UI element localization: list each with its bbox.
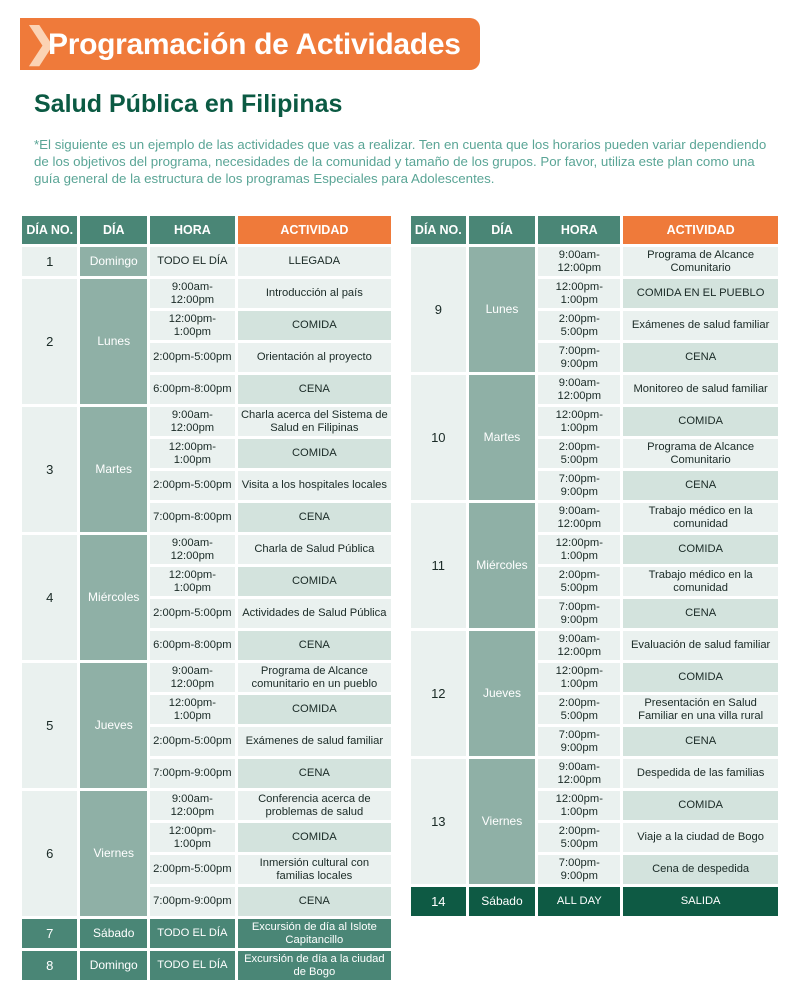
time-slot: 2:00pm-5:00pm (150, 343, 235, 372)
activity: Exámenes de salud familiar (623, 311, 778, 340)
activity: Programa de Alcance comunitario en un pueblo (238, 663, 391, 692)
schedule-row (411, 695, 778, 724)
day-name: Domingo (80, 951, 147, 980)
activity: Charla de Salud Pública (238, 535, 391, 564)
day-name: Sábado (469, 887, 536, 916)
day-name: Lunes (80, 279, 147, 404)
time-slot: 2:00pm-5:00pm (150, 727, 235, 756)
day-name: Viernes (469, 759, 536, 884)
activity: SALIDA (623, 887, 778, 916)
activity: Excursión de día al Islote Capitancillo (238, 919, 391, 948)
activity: COMIDA (623, 663, 778, 692)
schedule-row (411, 663, 778, 692)
time-slot: 9:00am-12:00pm (538, 759, 620, 788)
day-name: Miércoles (469, 503, 536, 628)
schedule-row (411, 887, 778, 916)
activity: CENA (238, 887, 391, 916)
time-slot: 12:00pm-1:00pm (150, 311, 235, 340)
time-slot: 2:00pm-5:00pm (150, 599, 235, 628)
schedule-row (22, 407, 391, 436)
time-slot: TODO EL DÍA (150, 919, 235, 948)
activity: COMIDA (623, 535, 778, 564)
day-name: Domingo (80, 247, 147, 276)
activity: CENA (623, 343, 778, 372)
schedule-row (411, 375, 778, 404)
header-activity: ACTIVIDAD (238, 216, 391, 244)
schedule-row (411, 279, 778, 308)
schedule-row (411, 759, 778, 788)
schedule-table-right (408, 213, 781, 919)
day-number: 10 (411, 375, 466, 500)
activity: CENA (238, 759, 391, 788)
time-slot: 9:00am-12:00pm (538, 375, 620, 404)
time-slot: 7:00pm-9:00pm (150, 887, 235, 916)
activity: COMIDA (238, 439, 391, 468)
day-name: Lunes (469, 247, 536, 372)
time-slot: 12:00pm-1:00pm (150, 695, 235, 724)
schedule-row (411, 311, 778, 340)
activity: Inmersión cultural con familias locales (238, 855, 391, 884)
time-slot: 6:00pm-8:00pm (150, 375, 235, 404)
activity: COMIDA (623, 407, 778, 436)
schedule-table-left (19, 213, 394, 983)
activity: CENA (623, 727, 778, 756)
table-header-row (22, 216, 391, 244)
schedule-row (411, 407, 778, 436)
time-slot: 9:00am-12:00pm (150, 535, 235, 564)
schedule-row (22, 791, 391, 820)
time-slot: 2:00pm-5:00pm (538, 823, 620, 852)
day-number: 8 (22, 951, 77, 980)
activity: CENA (623, 599, 778, 628)
time-slot: 12:00pm-1:00pm (150, 823, 235, 852)
time-slot: 2:00pm-5:00pm (150, 471, 235, 500)
time-slot: 7:00pm-9:00pm (150, 759, 235, 788)
schedule-row (22, 663, 391, 692)
activity: COMIDA (623, 791, 778, 820)
activity: Despedida de las familias (623, 759, 778, 788)
schedule-row (411, 567, 778, 596)
header-day: DÍA (80, 216, 147, 244)
day-name: Martes (469, 375, 536, 500)
page-subtitle: Salud Pública en Filipinas (34, 90, 343, 118)
time-slot: 2:00pm-5:00pm (538, 311, 620, 340)
header-day-number: DÍA NO. (411, 216, 466, 244)
header-day-number: DÍA NO. (22, 216, 77, 244)
time-slot: 12:00pm-1:00pm (538, 535, 620, 564)
day-number: 2 (22, 279, 77, 404)
activity: Introducción al país (238, 279, 391, 308)
schedule-row (22, 279, 391, 308)
day-number: 6 (22, 791, 77, 916)
schedule-row (411, 631, 778, 660)
time-slot: 7:00pm-9:00pm (538, 599, 620, 628)
activity: Excursión de día a la ciudad de Bogo (238, 951, 391, 980)
activity: Orientación al proyecto (238, 343, 391, 372)
activity: Monitoreo de salud familiar (623, 375, 778, 404)
time-slot: TODO EL DÍA (150, 247, 235, 276)
day-number: 13 (411, 759, 466, 884)
time-slot: 6:00pm-8:00pm (150, 631, 235, 660)
time-slot: 12:00pm-1:00pm (538, 791, 620, 820)
schedule-row (411, 343, 778, 372)
schedule-row (411, 855, 778, 884)
time-slot: 12:00pm-1:00pm (150, 567, 235, 596)
activity: COMIDA (238, 823, 391, 852)
activity: Evaluación de salud familiar (623, 631, 778, 660)
day-number: 14 (411, 887, 466, 916)
day-number: 7 (22, 919, 77, 948)
schedule-row (411, 439, 778, 468)
time-slot: 12:00pm-1:00pm (538, 663, 620, 692)
activity: Viaje a la ciudad de Bogo (623, 823, 778, 852)
activity: LLEGADA (238, 247, 391, 276)
schedule-row (411, 471, 778, 500)
time-slot: 7:00pm-9:00pm (538, 727, 620, 756)
activity: Cena de despedida (623, 855, 778, 884)
activity: COMIDA (238, 311, 391, 340)
time-slot: 9:00am-12:00pm (538, 503, 620, 532)
activity: COMIDA (238, 567, 391, 596)
day-number: 11 (411, 503, 466, 628)
time-slot: 7:00pm-9:00pm (538, 471, 620, 500)
time-slot: 12:00pm-1:00pm (538, 279, 620, 308)
activity: Programa de Alcance Comunitario (623, 247, 778, 276)
activity: COMIDA (238, 695, 391, 724)
activity: CENA (238, 375, 391, 404)
time-slot: 7:00pm-8:00pm (150, 503, 235, 532)
day-name: Martes (80, 407, 147, 532)
header-time: HORA (538, 216, 620, 244)
time-slot: 12:00pm-1:00pm (538, 407, 620, 436)
time-slot: ALL DAY (538, 887, 620, 916)
day-name: Jueves (80, 663, 147, 788)
schedule-row (22, 535, 391, 564)
schedule-row (411, 503, 778, 532)
day-name: Jueves (469, 631, 536, 756)
activity: Trabajo médico en la comunidad (623, 567, 778, 596)
schedule-row (411, 599, 778, 628)
day-number: 1 (22, 247, 77, 276)
title-banner (20, 18, 480, 70)
time-slot: 7:00pm-9:00pm (538, 855, 620, 884)
header-time: HORA (150, 216, 235, 244)
header-day: DÍA (469, 216, 536, 244)
schedule-row (411, 727, 778, 756)
table-header-row (411, 216, 778, 244)
activity: Presentación en Salud Familiar en una villa rural (623, 695, 778, 724)
day-number: 5 (22, 663, 77, 788)
time-slot: 9:00am-12:00pm (150, 407, 235, 436)
time-slot: 2:00pm-5:00pm (538, 567, 620, 596)
chevron-right-icon: ❯ (24, 21, 58, 65)
time-slot: 9:00am-12:00pm (538, 247, 620, 276)
page-title: Programación de Actividades (48, 28, 461, 61)
day-name: Miércoles (80, 535, 147, 660)
day-number: 3 (22, 407, 77, 532)
day-number: 12 (411, 631, 466, 756)
activity: Visita a los hospitales locales (238, 471, 391, 500)
schedule-row (22, 247, 391, 276)
time-slot: 7:00pm-9:00pm (538, 343, 620, 372)
time-slot: 2:00pm-5:00pm (538, 695, 620, 724)
time-slot: 12:00pm-1:00pm (150, 439, 235, 468)
activity: CENA (623, 471, 778, 500)
activity: COMIDA EN EL PUEBLO (623, 279, 778, 308)
day-number: 4 (22, 535, 77, 660)
schedule-row (411, 247, 778, 276)
activity: CENA (238, 503, 391, 532)
header-activity: ACTIVIDAD (623, 216, 778, 244)
schedule-row (22, 951, 391, 980)
time-slot: 9:00am-12:00pm (150, 663, 235, 692)
activity: CENA (238, 631, 391, 660)
time-slot: 2:00pm-5:00pm (538, 439, 620, 468)
schedule-row (22, 919, 391, 948)
time-slot: TODO EL DÍA (150, 951, 235, 980)
activity: Actividades de Salud Pública (238, 599, 391, 628)
activity: Conferencia acerca de problemas de salud (238, 791, 391, 820)
time-slot: 9:00am-12:00pm (150, 279, 235, 308)
day-number: 9 (411, 247, 466, 372)
day-name: Sábado (80, 919, 147, 948)
time-slot: 9:00am-12:00pm (150, 791, 235, 820)
activity: Programa de Alcance Comunitario (623, 439, 778, 468)
activity: Trabajo médico en la comunidad (623, 503, 778, 532)
activity: Exámenes de salud familiar (238, 727, 391, 756)
schedule-row (411, 535, 778, 564)
schedule-row (411, 823, 778, 852)
activity: Charla acerca del Sistema de Salud en Filipinas (238, 407, 391, 436)
disclaimer-note: *El siguiente es un ejemplo de las actividades que vas a realizar. Ten en cuenta que los horarios pueden variar dependiendo de los objetivos del programa, necesidades de la comunidad y tamaño de los grupos. Por favor, utiliza este plan como una guía general de la estructura de los programas Especiales para Adolescentes. (34, 137, 767, 186)
schedule-row (411, 791, 778, 820)
time-slot: 9:00am-12:00pm (538, 631, 620, 660)
time-slot: 2:00pm-5:00pm (150, 855, 235, 884)
day-name: Viernes (80, 791, 147, 916)
